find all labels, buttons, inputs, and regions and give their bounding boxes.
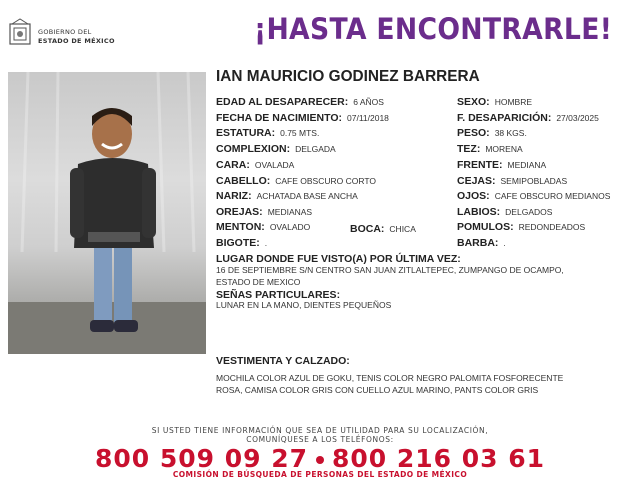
phone-numbers bbox=[0, 444, 640, 473]
missing-person-photo bbox=[8, 72, 206, 354]
field-disappearance-date: F. DESAPARICIÓN: 27/03/2025 bbox=[457, 112, 599, 124]
field-weight: PESO: 38 KGS. bbox=[457, 127, 527, 139]
clothing-line1: MOCHILA COLOR AZUL DE GOKU, TENIS COLOR NEGRO PALOMITA FOSFORECENTE bbox=[216, 373, 564, 383]
government-logo bbox=[8, 18, 118, 52]
field-face: CARA: OVALADA bbox=[216, 159, 295, 171]
marks-text: LUNAR EN LA MANO, DIENTES PEQUEÑOS bbox=[216, 300, 392, 310]
headline: ¡HASTA ENCONTRARLE! bbox=[254, 12, 613, 46]
field-chin: MENTON: OVALADO bbox=[216, 221, 311, 233]
marks-label: SEÑAS PARTICULARES: bbox=[216, 289, 341, 301]
commission-name: COMISIÓN DE BÚSQUEDA DE PERSONAS DEL ESTADO DE MÉXICO bbox=[172, 470, 468, 479]
field-ears: OREJAS: MEDIANAS bbox=[216, 206, 313, 218]
phone-number-2[interactable]: 800 216 03 61 bbox=[332, 444, 546, 473]
field-mouth: BOCA: CHICA bbox=[350, 223, 416, 235]
last-seen-label: LUGAR DONDE FUE VISTO(A) POR ÚLTIMA VEZ: bbox=[216, 253, 461, 265]
field-mustache: BIGOTE: . bbox=[216, 237, 268, 249]
field-build: COMPLEXION: DELGADA bbox=[216, 143, 336, 155]
field-height: ESTATURA: 0.75 MTS. bbox=[216, 127, 320, 139]
clothing-label: VESTIMENTA Y CALZADO: bbox=[216, 355, 350, 367]
footer-note-line1: SI USTED TIENE INFORMACIÓN QUE SEA DE UTILIDAD PARA SU LOCALIZACIÓN, bbox=[151, 426, 489, 435]
field-hair: CABELLO: CAFE OBSCURO CORTO bbox=[216, 175, 377, 187]
last-seen-line2: ESTADO DE MEXICO bbox=[216, 277, 301, 287]
field-age: EDAD AL DESAPARECER: 6 AÑOS bbox=[216, 96, 384, 108]
field-beard: BARBA: . bbox=[457, 237, 506, 249]
field-eyebrows: CEJAS: SEMIPOBLADAS bbox=[457, 175, 568, 187]
person-name: IAN MAURICIO GODINEZ BARRERA bbox=[216, 68, 480, 85]
field-eyes: OJOS: CAFE OBSCURO MEDIANOS bbox=[457, 190, 611, 202]
clothing-line2: ROSA, CAMISA COLOR GRIS CON CUELLO AZUL MARINO, PANTS COLOR GRIS bbox=[216, 385, 539, 395]
last-seen-line1: 16 DE SEPTIEMBRE S/N CENTRO SAN JUAN ZITLALTEPEC, ZUMPANGO DE OCAMPO, bbox=[216, 265, 564, 275]
logo-line2: ESTADO DE MÉXICO bbox=[38, 37, 115, 45]
separator-dot-icon bbox=[316, 456, 324, 464]
logo-line1: GOBIERNO DEL bbox=[38, 28, 92, 36]
field-complexion: TEZ: MORENA bbox=[457, 143, 523, 155]
field-nose: NARIZ: ACHATADA BASE ANCHA bbox=[216, 190, 358, 202]
phone-number-1[interactable]: 800 509 09 27 bbox=[94, 444, 308, 473]
field-birthdate: FECHA DE NACIMIENTO: 07/11/2018 bbox=[216, 112, 389, 124]
field-forehead: FRENTE: MEDIANA bbox=[457, 159, 547, 171]
state-seal-icon bbox=[8, 18, 34, 48]
field-lips: LABIOS: DELGADOS bbox=[457, 206, 553, 218]
child-photo-illustration bbox=[8, 72, 206, 354]
field-cheekbones: POMULOS: REDONDEADOS bbox=[457, 221, 586, 233]
field-sex: SEXO: HOMBRE bbox=[457, 96, 532, 108]
footer-note-line2: COMUNÍQUESE A LOS TELÉFONOS: bbox=[246, 435, 394, 444]
